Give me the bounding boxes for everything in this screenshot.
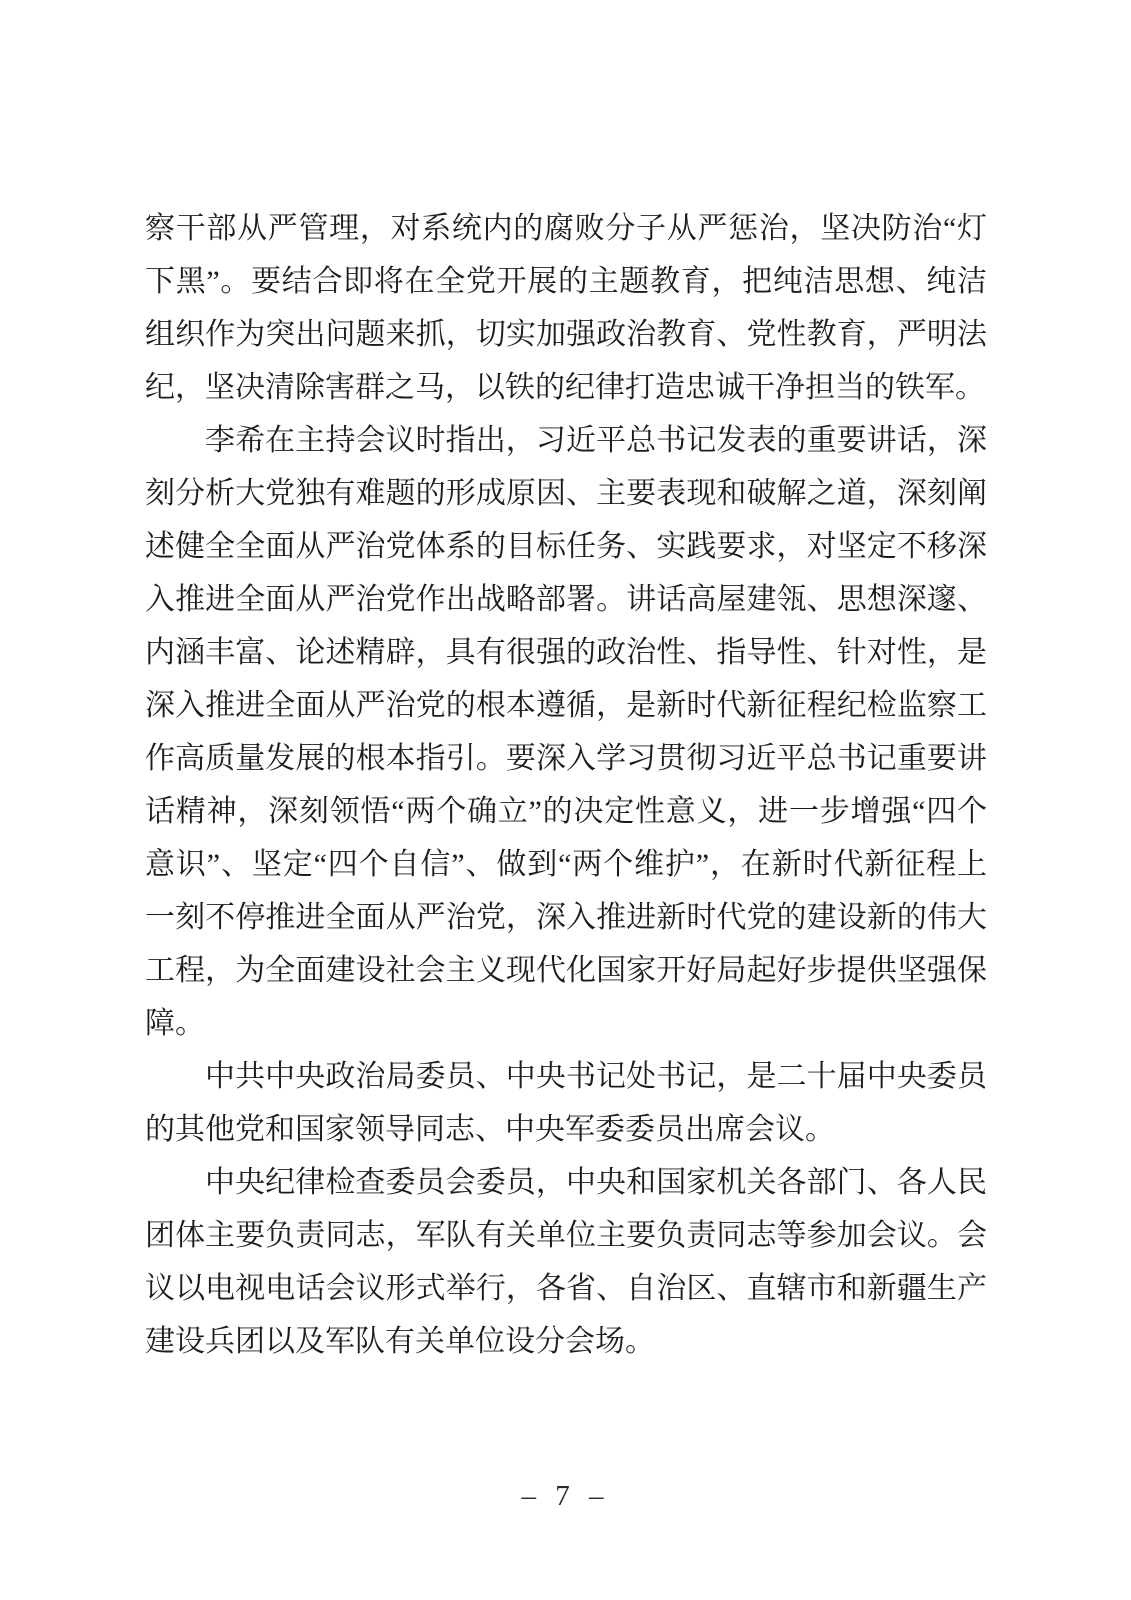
page-number: – 7 –	[521, 1480, 610, 1512]
paragraph: 李希在主持会议时指出，习近平总书记发表的重要讲话，深刻分析大党独有难题的形成原因、主要表现和破解之道，深刻阐述健全全面从严治党体系的目标任务、实践要求，对坚定不移深入推进全面从严治党作出战略部署。讲话高屋建瓴、思想深邃、内涵丰富、论述精辟，具有很强的政治性、指导性、针对性，是深入推进全面从严治党的根本遵循，是新时代新征程纪检监察工作高质量发展的根本指引。要深入学习贯彻习近平总书记重要讲话精神，深刻领悟“两个确立”的决定性意义，进一步增强“四个意识”、坚定“四个自信”、做到“两个维护”，在新时代新征程上一刻不停推进全面从严治党，深入推进新时代党的建设新的伟大工程，为全面建设社会主义现代化国家开好局起好步提供坚强保障。	[145, 424, 987, 1040]
paragraph: 察干部从严管理，对系统内的腐败分子从严惩治，坚决防治“灯下黑”。要结合即将在全党开展的主题教育，把纯洁思想、纯洁组织作为突出问题来抓，切实加强政治教育、党性教育，严明法纪，坚决清除害群之马，以铁的纪律打造忠诚干净担当的铁军。	[145, 212, 987, 404]
document-body	[145, 202, 987, 1368]
paragraph: 中共中央政治局委员、中央书记处书记，是二十届中央委员的其他党和国家领导同志、中央军委委员出席会议。	[145, 1060, 987, 1146]
paragraph: 中央纪律检查委员会委员，中央和国家机关各部门、各人民团体主要负责同志，军队有关单位主要负责同志等参加会议。会议以电视电话会议形式举行，各省、自治区、直辖市和新疆生产建设兵团以及军队有关单位设分会场。	[145, 1166, 987, 1358]
